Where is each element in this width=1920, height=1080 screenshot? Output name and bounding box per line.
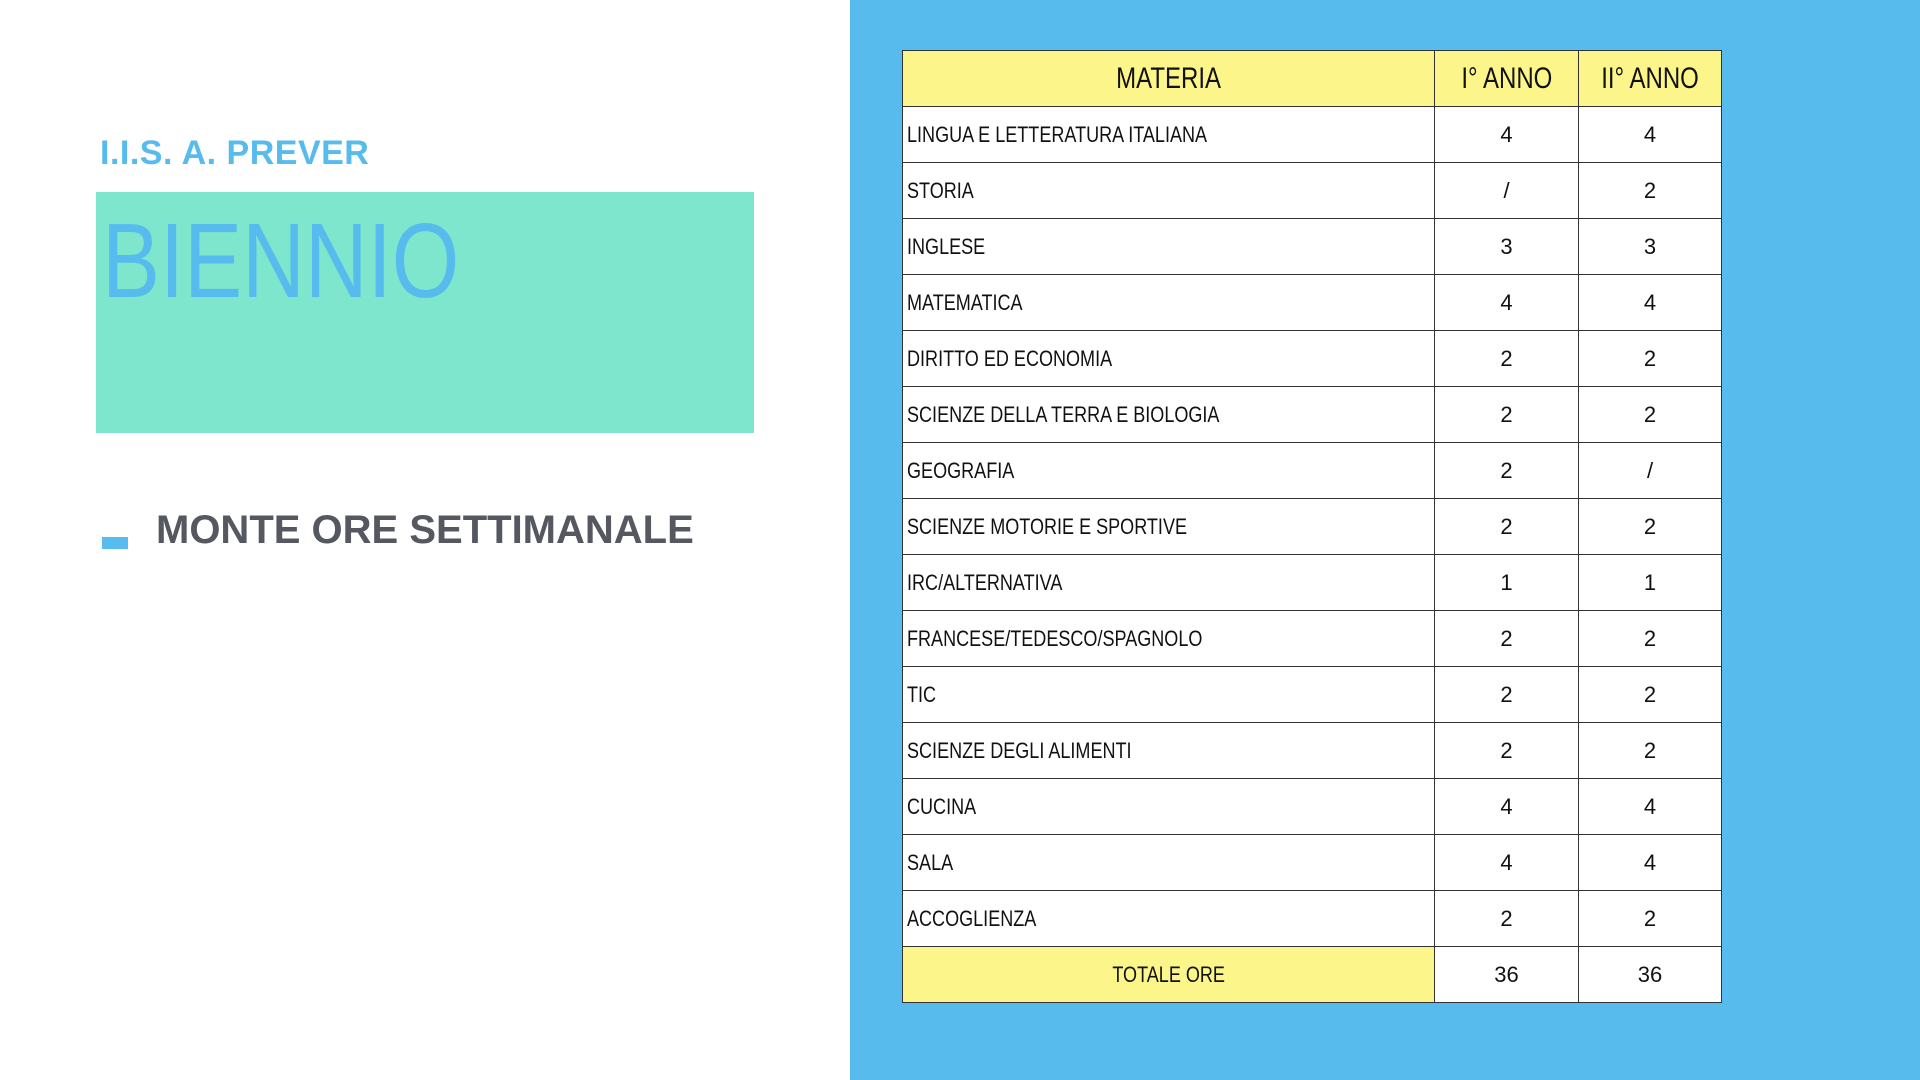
year-2-hours-cell: 2 — [1579, 331, 1722, 387]
table-row — [903, 443, 1722, 499]
total-year-1-cell: 36 — [1435, 947, 1579, 1003]
year-2-hours-cell: 2 — [1579, 667, 1722, 723]
table-row — [903, 555, 1722, 611]
bullet-item — [102, 505, 694, 555]
year-1-hours-cell: 4 — [1435, 107, 1579, 163]
subject-cell: CUCINA — [903, 779, 1435, 835]
table-row — [903, 499, 1722, 555]
year-1-hours-cell: 3 — [1435, 219, 1579, 275]
table-row — [903, 275, 1722, 331]
year-2-hours-cell: 2 — [1579, 723, 1722, 779]
year-1-hours-cell: 2 — [1435, 443, 1579, 499]
year-2-hours-cell: 3 — [1579, 219, 1722, 275]
subject-cell: FRANCESE/TEDESCO/SPAGNOLO — [903, 611, 1435, 667]
school-name: I.I.S. A. PREVER — [100, 134, 370, 172]
subject-cell: SCIENZE MOTORIE E SPORTIVE — [903, 499, 1435, 555]
year-2-hours-cell: 2 — [1579, 611, 1722, 667]
year-2-hours-cell: 4 — [1579, 835, 1722, 891]
table-row — [903, 387, 1722, 443]
table-header-row — [903, 51, 1722, 107]
table-row — [903, 163, 1722, 219]
table-row — [903, 667, 1722, 723]
subject-cell: DIRITTO ED ECONOMIA — [903, 331, 1435, 387]
year-2-hours-cell: / — [1579, 443, 1722, 499]
table-row — [903, 779, 1722, 835]
table-total-row — [903, 947, 1722, 1003]
subject-cell: TIC — [903, 667, 1435, 723]
year-2-hours-cell: 4 — [1579, 107, 1722, 163]
bullet-text: MONTE ORE SETTIMANALE — [156, 507, 694, 552]
year-1-hours-cell: 2 — [1435, 723, 1579, 779]
total-year-2-cell: 36 — [1579, 947, 1722, 1003]
hours-table — [902, 50, 1722, 1003]
total-label-cell: TOTALE ORE — [903, 947, 1435, 1003]
year-1-hours-cell: 4 — [1435, 275, 1579, 331]
slide-title: BIENNIO — [102, 202, 460, 320]
year-1-hours-cell: / — [1435, 163, 1579, 219]
year-1-hours-cell: 1 — [1435, 555, 1579, 611]
table-row — [903, 331, 1722, 387]
subject-cell: SALA — [903, 835, 1435, 891]
table-row — [903, 611, 1722, 667]
table-row — [903, 219, 1722, 275]
year-2-hours-cell: 4 — [1579, 779, 1722, 835]
table-row — [903, 835, 1722, 891]
title-box — [96, 192, 754, 433]
subject-cell: INGLESE — [903, 219, 1435, 275]
subject-cell: LINGUA E LETTERATURA ITALIANA — [903, 107, 1435, 163]
column-header-year-1: I° ANNO — [1435, 51, 1579, 107]
year-2-hours-cell: 2 — [1579, 163, 1722, 219]
year-1-hours-cell: 2 — [1435, 387, 1579, 443]
year-1-hours-cell: 4 — [1435, 835, 1579, 891]
year-2-hours-cell: 4 — [1579, 275, 1722, 331]
table-row — [903, 891, 1722, 947]
column-header-subject: MATERIA — [903, 51, 1435, 107]
year-1-hours-cell: 2 — [1435, 611, 1579, 667]
column-header-year-2: II° ANNO — [1579, 51, 1722, 107]
year-1-hours-cell: 4 — [1435, 779, 1579, 835]
table-row — [903, 723, 1722, 779]
year-1-hours-cell: 2 — [1435, 331, 1579, 387]
year-2-hours-cell: 2 — [1579, 387, 1722, 443]
subject-cell: ACCOGLIENZA — [903, 891, 1435, 947]
year-2-hours-cell: 2 — [1579, 499, 1722, 555]
subject-cell: IRC/ALTERNATIVA — [903, 555, 1435, 611]
year-2-hours-cell: 1 — [1579, 555, 1722, 611]
table-row — [903, 107, 1722, 163]
subject-cell: GEOGRAFIA — [903, 443, 1435, 499]
year-1-hours-cell: 2 — [1435, 891, 1579, 947]
year-1-hours-cell: 2 — [1435, 667, 1579, 723]
year-2-hours-cell: 2 — [1579, 891, 1722, 947]
subject-cell: SCIENZE DEGLI ALIMENTI — [903, 723, 1435, 779]
bullet-marker-icon — [102, 537, 128, 549]
year-1-hours-cell: 2 — [1435, 499, 1579, 555]
subject-cell: SCIENZE DELLA TERRA E BIOLOGIA — [903, 387, 1435, 443]
subject-cell: MATEMATICA — [903, 275, 1435, 331]
subject-cell: STORIA — [903, 163, 1435, 219]
